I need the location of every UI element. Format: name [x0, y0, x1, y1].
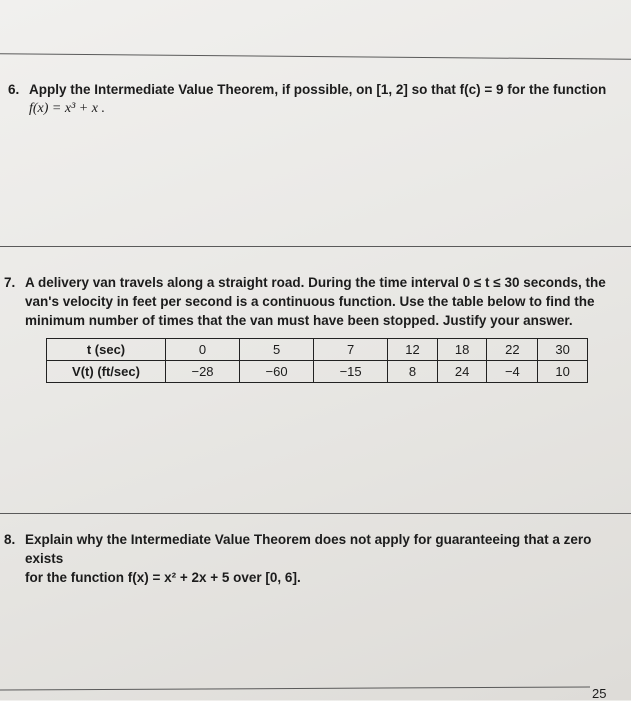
table-header-time: t (sec): [47, 339, 166, 361]
question-8: [4, 530, 614, 587]
table-cell: 18: [437, 339, 487, 361]
table-cell: 0: [166, 339, 240, 361]
question-number: 8.: [4, 532, 16, 547]
question-number: 6.: [8, 82, 20, 97]
table-cell: −4: [487, 361, 538, 383]
bottom-rule: [0, 686, 590, 690]
table-cell: 10: [538, 361, 588, 383]
question-8-text: [25, 530, 614, 587]
table-header-velocity: V(t) (ft/sec): [47, 361, 166, 383]
table-cell: 8: [388, 361, 438, 383]
question-8-line-1: Explain why the Intermediate Value Theorem does not apply for guaranteeing that a zero exists: [25, 532, 592, 566]
table-cell: 30: [538, 339, 588, 361]
question-7-line-2: van's velocity in feet per second is a continuous function. Use the table below to find the: [25, 294, 595, 309]
question-6: [8, 80, 608, 118]
question-7-line-3: minimum number of times that the van must have been stopped. Justify your answer.: [25, 313, 573, 328]
section-rule-7-8: [0, 513, 631, 514]
question-6-line-1: Apply the Intermediate Value Theorem, if possible, on [1, 2] so that f(c) = 9 for the function: [29, 82, 607, 97]
table-cell: −60: [240, 361, 314, 383]
question-7: [4, 273, 614, 330]
table-cell: 12: [388, 339, 438, 361]
question-7-line-1: A delivery van travels along a straight road. During the time interval 0 ≤ t ≤ 30 seconds, the: [25, 275, 606, 290]
table-row-velocity: [47, 361, 588, 383]
table-cell: 5: [240, 339, 314, 361]
table-cell: 7: [314, 339, 388, 361]
question-number: 7.: [4, 275, 16, 290]
page-number: 25: [592, 686, 607, 701]
table-row-time: [47, 339, 588, 361]
top-rule: [0, 53, 631, 60]
table-cell: −28: [166, 361, 240, 383]
velocity-table: [46, 338, 588, 383]
question-6-function: f(x) = x³ + x .: [29, 101, 105, 116]
question-6-text: [29, 80, 608, 118]
section-rule-6-7: [0, 246, 631, 247]
table-cell: 22: [487, 339, 538, 361]
question-8-line-2: for the function f(x) = x² + 2x + 5 over [0, 6].: [25, 570, 301, 585]
table-cell: −15: [314, 361, 388, 383]
table-cell: 24: [437, 361, 487, 383]
question-7-text: [25, 273, 614, 330]
